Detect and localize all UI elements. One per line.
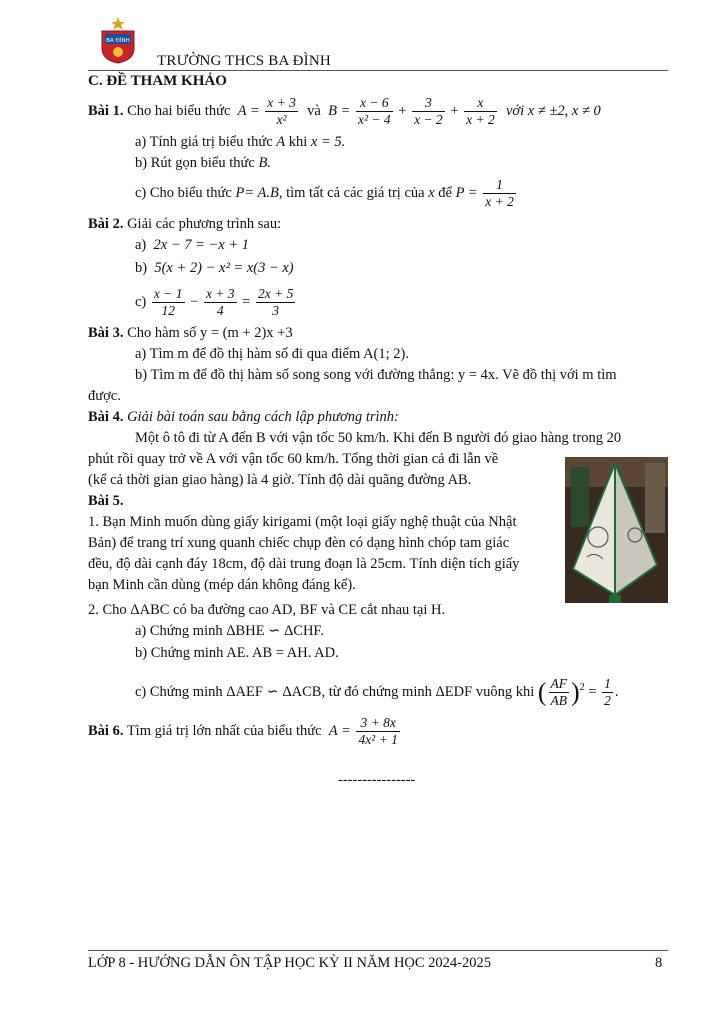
bai2-c: c) $\frac{x - 1}{12}$ − $\frac{x + 3}{4}$ = $\frac{2x + 5}{3}$ <box>135 286 294 319</box>
expr-P-fraction: $\frac{1}{x + 2}$ <box>485 177 514 210</box>
bai1-intro: Cho hai biểu thức <box>127 103 231 119</box>
footer-text: LỚP 8 - HƯỚNG DẪN ÔN TẬP HỌC KỲ II NĂM HỌC 2024-2025 <box>88 955 492 971</box>
bai1-b: b) Rút gọn biểu thức B. <box>135 155 271 171</box>
bai5-b: b) Chứng minh AE. AB = AH. AD. <box>135 645 339 661</box>
bai2-b: b) 5(x + 2) − x² = x(3 − x) <box>135 260 294 276</box>
bai5-p1-line1: 1. Bạn Minh muốn dùng giấy kirigami (một loại giấy nghệ thuật của Nhật <box>88 514 517 530</box>
bai5-p1-line2: Bản) để trang trí xung quanh chiếc chụp đèn có dạng hình chóp tam giác <box>88 535 510 551</box>
bai5-p2: 2. Cho ΔABC có ba đường cao AD, BF và CE cắt nhau tại H. <box>88 602 446 618</box>
plus-sign: + <box>398 103 407 119</box>
bai4-line3: (kể cả thời gian giao hàng) là 4 giờ. Tính độ dài quãng đường AB. <box>88 472 472 488</box>
bai5-heading: Bài 5. <box>88 493 124 509</box>
lampshade-photo <box>565 457 668 603</box>
expr-B-lhs: B = <box>328 103 351 119</box>
bai1-condition: với x ≠ ±2, x ≠ 0 <box>505 103 601 119</box>
footer-divider <box>88 950 668 951</box>
logo-text: BA ĐÌNH <box>106 38 130 44</box>
bai1-a: a) Tính giá trị biểu thức A khi x = 5. <box>135 134 346 150</box>
bai3-heading: Bài 3. Cho hàm số y = (m + 2)x +3 <box>88 325 293 341</box>
bai2-heading: Bài 2. Giải các phương trình sau: <box>88 216 282 232</box>
bai5-p1-line4: bạn Minh cần dùng (mép dán không đáng kể). <box>88 577 356 593</box>
school-name: TRƯỜNG THCS BA ĐÌNH <box>157 53 331 69</box>
bai4-line2: phút rồi quay trở về A với vận tốc 60 km/h. Tổng thời gian cả đi lẫn về <box>88 451 499 467</box>
bai6-line: Bài 6. Tìm giá trị lớn nhất của biểu thức A = $\frac{3 + 8x}{\text{4x² + 1}}$ <box>88 715 398 748</box>
section-title: C. ĐỀ THAM KHẢO <box>88 73 227 89</box>
expr-B-fraction-3: $\frac{x}{x + 2}$ <box>466 95 495 128</box>
bai3-a: a) Tìm m để đồ thị hàm số đi qua điểm A(1; 2). <box>135 346 409 362</box>
bai3-b-line2: được. <box>88 388 121 404</box>
bai1-label: Bài 1. <box>88 103 124 119</box>
bai5-p1-line3: đều, độ dài cạnh đáy 18cm, độ dài trung đoạn là 25cm. Tính diện tích giấy <box>88 556 520 572</box>
bai2-a: a) 2x − 7 = −x + 1 <box>135 237 250 253</box>
bai4-heading: Bài 4. Giải bài toán sau bằng cách lập phương trình: <box>88 409 399 425</box>
school-logo <box>98 16 138 64</box>
bai4-line1: Một ô tô đi từ A đến B với vận tốc 50 km/h. Khi đến B người đó giao hàng trong 20 <box>135 430 622 446</box>
bai1-line <box>88 94 601 128</box>
bai5-a: a) Chứng minh ΔBHE ∽ ΔCHF. <box>135 623 324 639</box>
bai3-b-line1: b) Tìm m để đồ thị hàm số song song với đường thẳng: y = 4x. Vẽ đồ thị với m tìm <box>135 367 617 383</box>
header-divider <box>88 70 668 71</box>
conj-and: và <box>307 103 321 119</box>
expr-B-fraction-2: $\frac{3}{x - 2}$ <box>414 95 443 128</box>
bai1-c: c) Cho biểu thức P= A.B, tìm tất cả các giá trị của x để P = $\frac{1}{x + 2}$ <box>135 177 514 210</box>
expr-A-fraction: $\frac{x + 3}{\text{x²}}$ <box>267 95 296 128</box>
end-mark: ---------------- <box>338 772 416 788</box>
plus-sign: + <box>450 103 459 119</box>
expr-B-fraction-1: $\frac{x - 6}{\text{x² − 4}}$ <box>357 95 391 128</box>
page-number: 8 <box>655 955 663 971</box>
expr-A-lhs: A = <box>237 103 260 119</box>
bai5-c: c) Chứng minh ΔAEF ∽ ΔACB, từ đó chứng minh ΔEDF vuông khi ( $\frac{AF}{AB}$ )$^2$ = $\frac{1}{2}$ . <box>135 676 619 708</box>
